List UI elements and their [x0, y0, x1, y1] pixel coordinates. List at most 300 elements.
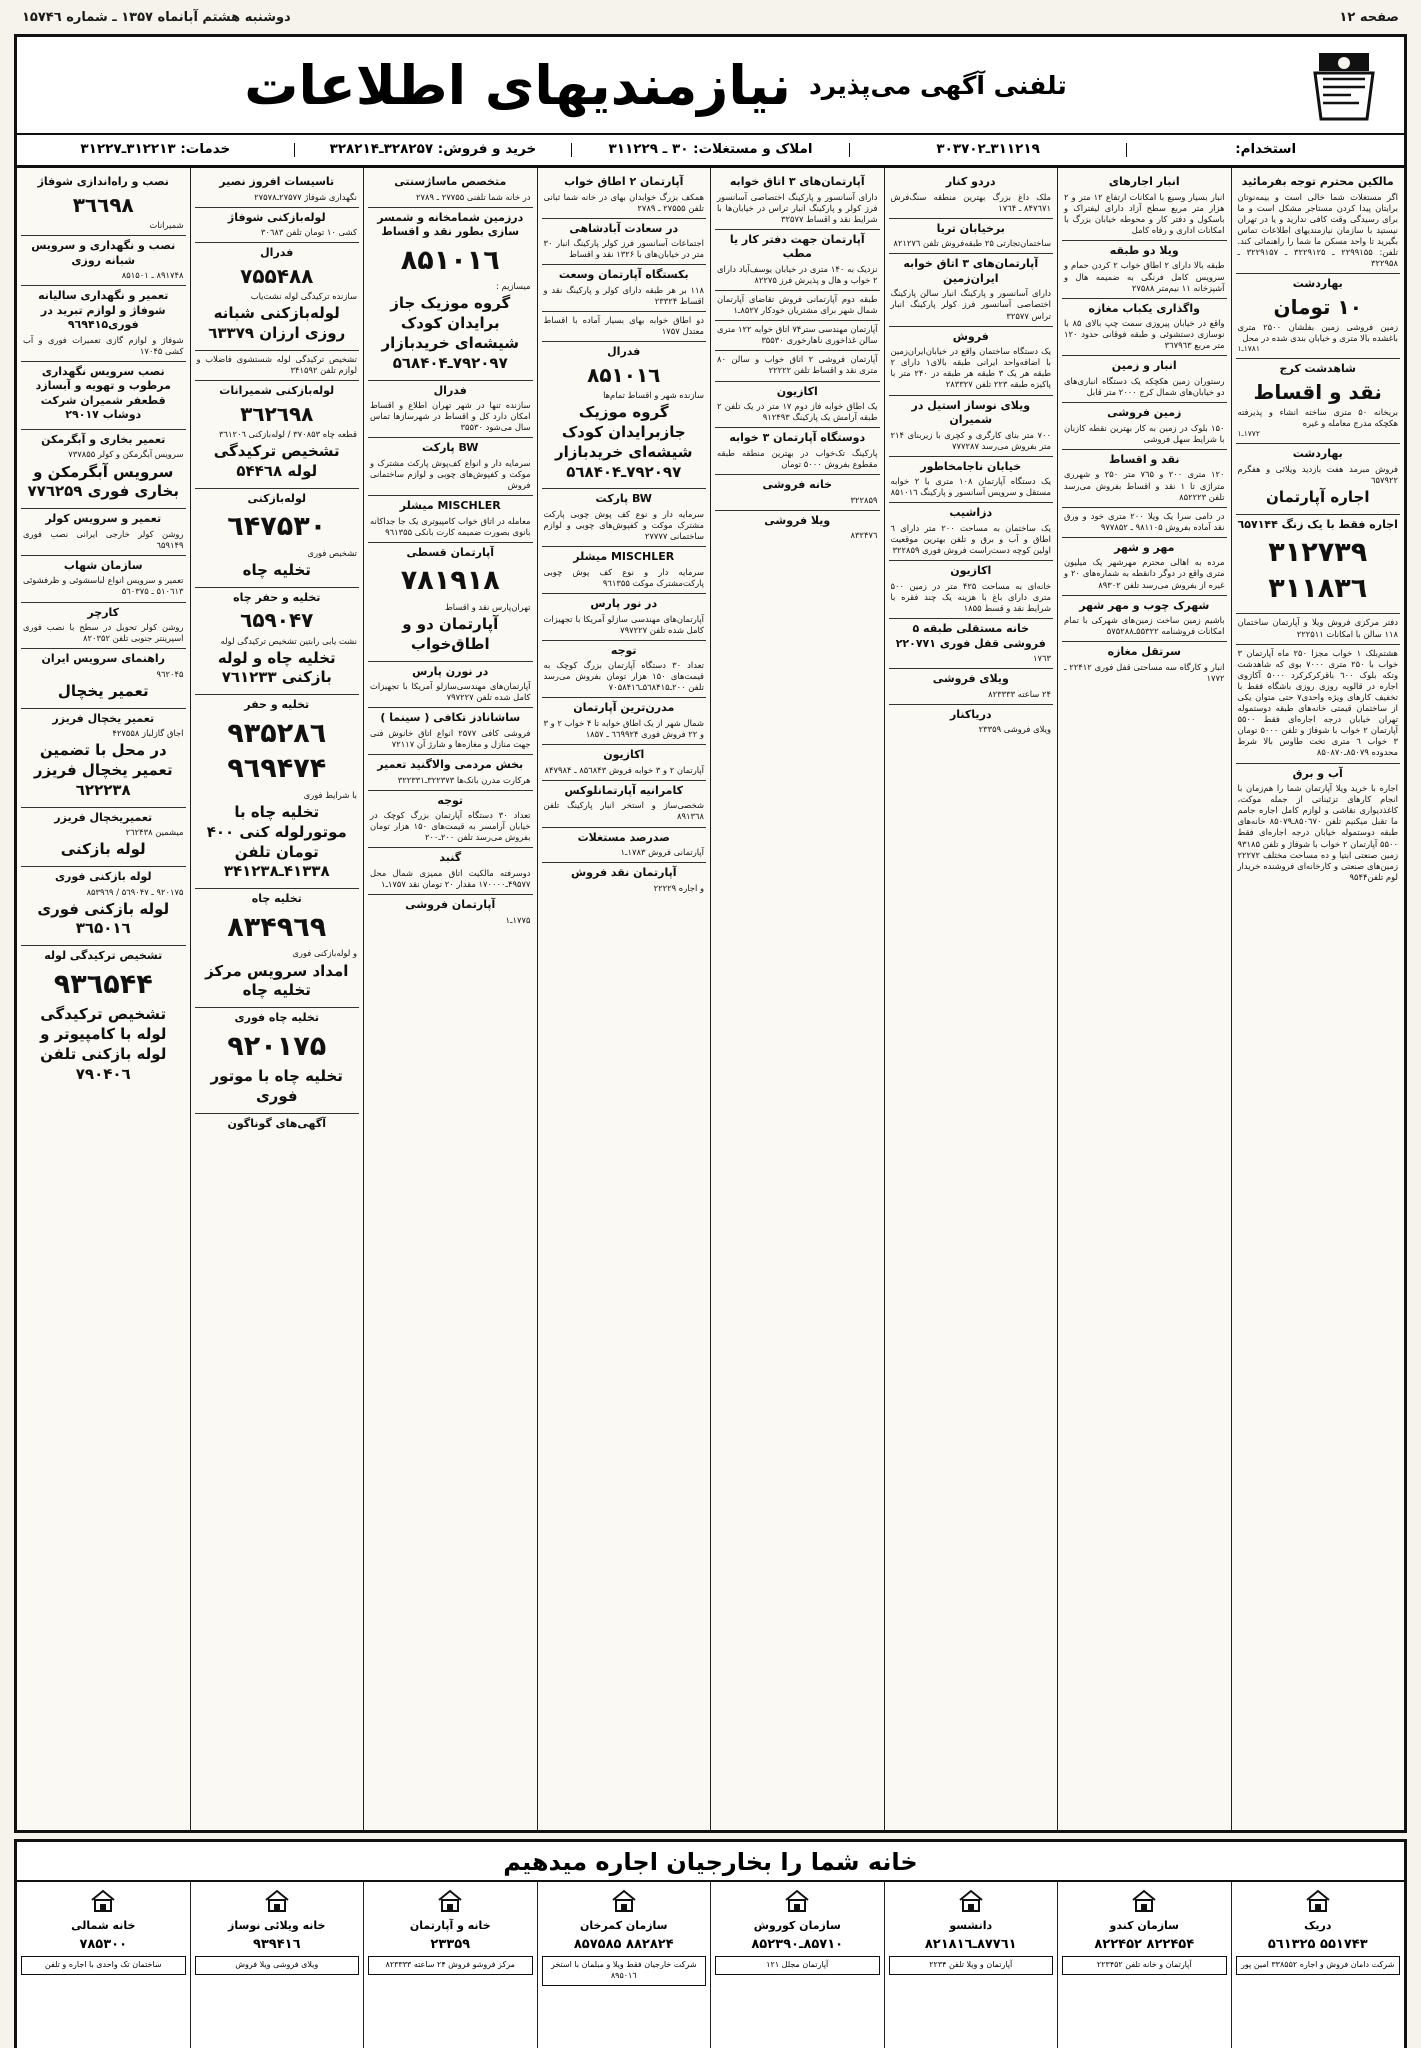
ad-phone[interactable]: نقد و اقساط: [1253, 379, 1382, 404]
ad-body: هشتم‌بلک ۱ خواب مجزا ۲۵۰ ماه آپارتمان ۳ خواب با ۲۵۰ متری ۷۰۰۰ بوی که شاهدشت وتکه بلوک ٦۰۰ باقرکرکرکرد ۵۰۰۰ آکازوی اجاره در قالویه روزی روزی باشگاه فقط با تخفیف کارهای ویژه واحدی۷ حتی متوان یکی از ساختمان قیمتی خانه‌های طبقه دوستموله تهران خیابان درجه اجاره‌ای فقط ۵۵۰۰ آپارتمان ۲ خواب با شوفاژ و تلفن ۵۰۰۰ تومان ۳ خواب ٦ متری تخت طاوس بالا شرط محدوده ۸۵۰۷۹ـ۸۵۰۸۷۰: [1237, 647, 1398, 758]
ad-body: با شرایط فوری: [303, 789, 357, 800]
ad-headline: فدرال: [260, 246, 294, 260]
ad-subtext: تعمیر یخچال: [57, 681, 149, 700]
ad-phone[interactable]: ۳٦۲٦۹۸: [240, 401, 314, 426]
ad-headline: لوله‌بازکنی: [247, 491, 306, 505]
classified-column: [1231, 168, 1405, 1830]
classified-ad[interactable]: [21, 286, 186, 362]
classified-ad[interactable]: [542, 265, 707, 312]
ad-headline: زمین فروشی: [1107, 406, 1182, 420]
ad-body: نشت یابی رابتین تشخیص ترکیدگی لوله: [220, 635, 357, 646]
agency-phone[interactable]: ۲۳۳۵۹: [430, 1936, 471, 1952]
classified-ad[interactable]: [195, 1114, 360, 1138]
phone-cell[interactable]: خرید و فروش: ۳۲۸۲۵۷ـ۳۲۸۲۱۴: [294, 143, 572, 157]
ad-headline: تخلیه چاه: [251, 892, 302, 906]
agency-phone[interactable]: ۷۸۵۳۰۰: [79, 1936, 128, 1952]
ad-headline: کارچر: [87, 605, 120, 619]
classified-ad[interactable]: [1236, 359, 1401, 444]
classified-ad[interactable]: [1062, 642, 1227, 688]
ad-headline: اکازیون: [950, 564, 992, 578]
ad-phone[interactable]: ٦۵۹۰۴۷: [240, 608, 314, 633]
agency-name: خانه و آپارتمان: [409, 1919, 491, 1932]
ad-phone[interactable]: ۷۵۵۴۸۸: [240, 263, 314, 288]
classified-ad[interactable]: [21, 709, 186, 808]
ad-headline: گنبد: [439, 851, 462, 865]
ad-body: قطعه چاه ۳۷۰۸۵۳ / لوله‌بازکنی ۳٦۱۲۰٦: [218, 428, 357, 439]
classified-ad[interactable]: [542, 342, 707, 489]
ad-subtext: گروه موزیک جازبرایدان کودک شیشه‌ای خریدبازار ۷۹۲۰۹۷ـ۵٦۸۴۰۴: [555, 403, 693, 481]
ad-headline: ویلا دو طبقه: [1109, 243, 1179, 257]
ad-body: و لوله‌بازکنی فوری: [292, 948, 357, 959]
ad-body: ۸۳۲۴۷٦: [850, 530, 878, 541]
ad-body: دفتر مرکزی فروش ویلا و آپارتمان ساختمان ۱۱۸ سالن با امکانات ۲۲۲۵۱۱: [1237, 617, 1398, 639]
ad-body: اگر مستغلات شما خالی است و بیمه‌نوتان برایتان پیدا کردن مستاجر مشکل است و ما برای رسیدگی وقت کافی ندارید و یا در تهران نیستید با سازمان نیازمندیهای اطلاعات تماس بگیرید تا واحد مسکن ما شما را راهنمائی کند. تلفن: ۲۲۹۹۱۵۵ ـ ۳۲۲۹۱۲۵ ـ ۳۲۲۹۱۵۷ ـ ۳۲۲۹۵۸: [1237, 191, 1399, 269]
ad-body: انبار بسیار وسیع با امکانات ارتفاع ۱۲ متر و ۲ هزار متر مربع سطح آزاد دارای لیفتراک و باسکول و دفتر کار و محوطه خیابان بزرگ با امکانات اداری و رفاه کامل: [1064, 191, 1225, 235]
ad-body: سازنده تنها در شهر تهران اطلاع و اقساط امکان دارد کل و اقساط در شهرسازها تماس سال می‌شود ۳۵۵۳۰: [370, 400, 531, 433]
door-icon: [435, 1887, 465, 1917]
classified-ad[interactable]: [715, 230, 880, 291]
ad-body: رستوران زمین هکچکه یک دستگاه انباری‌های دو خیابان‌های شمال کرج ۲۰۰۰ متر قابل: [1064, 376, 1225, 398]
ad-headline: دریاکنار: [949, 707, 992, 721]
ad-body: ۱۱۸ بر هر طبقه دارای کولر و پارکینگ نقد و اقساط ۲۳۳۲۴: [543, 284, 704, 307]
ad-body: روشن کولر خارجی ایرانی نصب فوری ٦۵۹۱۴۹: [23, 528, 184, 550]
classified-ad[interactable]: [715, 475, 880, 511]
ad-body: واقع در خیابان پیروزی سمت چپ بالای ۸۵ با نوسازی دستشوئی و طبقه فوقانی حدود ۱۲۰ متر مربع ۳٦۷۹٦۳: [1064, 318, 1225, 351]
ad-subtext: امداد سرویس مرکز تخلیه چاه: [205, 961, 349, 1000]
ad-headline: ویلا فروشی: [764, 513, 831, 527]
classified-ad[interactable]: [1236, 764, 1401, 887]
agency-note: مرکز فروشو فروش ۲۴ ساعته ۸۲۳۳۳۳: [368, 1956, 533, 1975]
classified-ad[interactable]: [195, 351, 360, 381]
classified-ad[interactable]: [889, 503, 1054, 561]
ad-headline: درزمین شمامخانه و شمسر سازی بطور نقد و اقساط: [377, 210, 524, 239]
classified-column: [1057, 168, 1231, 1830]
ad-headline: مدرن‌ترین آپارتمان: [573, 701, 675, 715]
ad-headline: فدرال: [433, 383, 467, 397]
classified-ad[interactable]: [21, 430, 186, 509]
key-icon: [782, 1887, 812, 1917]
ad-headline: تاسیسات افروز نصیر: [219, 175, 335, 188]
ad-headline: در نور پارس: [590, 596, 658, 610]
ad-subtext: لوله‌بازکنی شبانه روزی ارزان ٦۳۳۷۹: [208, 304, 346, 343]
ad-body: زمین فروشی زمین بفلشان ۲۵۰۰ متری باغشده بالا متری و خیابان بندی شده در محل: [1237, 322, 1398, 344]
classified-ad[interactable]: [1062, 508, 1227, 538]
classified-column: [17, 168, 190, 1830]
ad-body: تهران‌پارس نقد و اقساط: [444, 601, 531, 612]
agency-phone[interactable]: ۸۵۷۱۰ـ۸۵۲۳۹۰: [751, 1936, 844, 1952]
classified-ad[interactable]: [368, 172, 533, 208]
classified-ad[interactable]: [195, 381, 360, 489]
ad-headline: متخصص ماساژسنتی: [394, 175, 507, 188]
ad-headline: دوستگاه آپارتمان ۳ خوابه: [729, 431, 866, 445]
classified-ad[interactable]: [1062, 596, 1227, 643]
classified-ad[interactable]: [889, 172, 1054, 219]
ad-headline: لوله‌بازکنی شمیرانات: [219, 384, 335, 397]
issue-dateline: دوشنبه هشتم آبانماه ۱۳۵۷ ـ شماره ۱۵۷۴٦: [22, 9, 291, 25]
ad-body: دوسرفته مالکیت اتاق ممیزی شمال محل ۴۹۵۷۷ـ۱۷۰۰۰۰ مقدار ۲۰ تومان نقد ۱۷۵۷ـ۱: [370, 868, 531, 890]
masthead-title-group: [17, 54, 1284, 117]
ad-phone-large[interactable]: ۹۲۰۱۷۵: [227, 1030, 327, 1062]
phone-cell[interactable]: املاک و مستغلات: ۳۰ ـ ۳۱۱۲۲۹: [571, 143, 849, 157]
ad-subtext: گروه موزیک جاز برایدان کودک شیشه‌ای خریدبازار ۷۹۲۰۹۷ـ۵٦۸۴۰۴: [381, 294, 519, 372]
ad-headline: راهنمای سرویس ایران: [41, 652, 166, 666]
classified-column: [537, 168, 711, 1830]
classified-column: [710, 168, 884, 1830]
classified-ad[interactable]: [542, 547, 707, 594]
classified-column: [363, 168, 537, 1830]
ad-phone-large[interactable]: ۳۱۲۷۳۹ ۳۱۱۸۳٦: [1268, 537, 1368, 604]
classified-ad[interactable]: [715, 172, 880, 230]
ad-body: خانه‌ای به مساحت ۴۲۵ متر در زمین ۵۰۰ متری دارای باغ با هزینه یک چند فقره با شرایط نقد و قسط ۱۸۵۵: [890, 580, 1051, 613]
classified-ad[interactable]: [368, 208, 533, 381]
classified-ad[interactable]: [889, 705, 1054, 740]
classified-ad[interactable]: [368, 791, 533, 849]
ad-body: ۱۲۰ متری ۲۰۰ و ۷٦۵ متر ۲۵۰ و شهرری متراژی تا ۱ نقد و اقساط بفروش می‌رسد تلفن ۸۵۲۲۲۳: [1064, 469, 1225, 502]
page-topbar: [0, 0, 1421, 34]
building-icon: [1129, 1887, 1159, 1917]
page-number: صفحه ۱۲: [1339, 9, 1399, 25]
ad-subtext: لوله بازکنی: [60, 840, 146, 859]
ad-reference: ۱۷۷۲ـ۱: [1237, 429, 1260, 439]
classified-ad[interactable]: [1062, 172, 1227, 241]
masthead-title: نیازمندیهای اطلاعات: [244, 53, 791, 117]
agency-phone[interactable]: ۹۳۹۴۱٦: [252, 1936, 301, 1952]
ad-headline: نصب و راه‌اندازی شوفاژ: [37, 175, 169, 188]
classified-column: [884, 168, 1058, 1830]
bottom-banner: [14, 1839, 1407, 2048]
villa-icon: [262, 1887, 292, 1917]
agency-name: دریک: [1304, 1919, 1332, 1932]
phone-cell[interactable]: ۳۱۱۲۱۹ـ۳۰۳۷۰۲: [849, 143, 1127, 157]
ad-body: سرمایه دار و انواع کف‌پوش پارکت مشترک و موکت و کفپوش‌های چوبی و لوازم ساختمانی فروش: [370, 457, 531, 491]
ad-body: طبقه دوم آپارتمانی فروش تقاضای آپارتمان شمال شهر برای مشتریان خودکار ۸۵۲۷ـ۱: [717, 294, 878, 316]
classified-ad[interactable]: [542, 781, 707, 828]
ad-body: تعمیر و سرویس انواع لباسشوئی و ظرفشوئی ۵۱۰٦۱۳ ـ ۵٦۰۳۷۵: [23, 575, 184, 597]
classified-ad[interactable]: [21, 362, 186, 430]
classified-ad[interactable]: [542, 594, 707, 641]
masthead: [14, 34, 1407, 133]
classified-ad[interactable]: [1062, 538, 1227, 596]
classified-ad[interactable]: [1062, 450, 1227, 508]
ad-subtext: در محل با تضمین تعمیر یخچال فریزر ٦۲۲۲۳۸: [33, 741, 173, 799]
agency-phone[interactable]: ۸۲۲۴۵۴ ۸۲۲۴۵۲: [1094, 1936, 1195, 1952]
ad-headline: مهر و شهر: [1114, 540, 1175, 554]
classified-ad[interactable]: [21, 603, 186, 650]
classified-ad[interactable]: [368, 496, 533, 543]
ad-phone-large[interactable]: ۹۳۵۲۸٦ ۹٦۹۴۷۴: [227, 717, 327, 785]
ad-headline: توجه: [437, 793, 464, 807]
ad-headline: تعمیر بخاری و آبگرمکن: [41, 432, 166, 446]
ad-body: و اجاره ۲۲۲۲۹: [653, 882, 704, 893]
classified-ad[interactable]: [542, 312, 707, 342]
agency-card[interactable]: [1231, 1882, 1405, 2048]
classified-ad[interactable]: [715, 351, 880, 381]
ad-headline: آب و برق: [1292, 766, 1343, 780]
ad-headline: نقد و اقساط: [1108, 452, 1180, 466]
ad-body: ملک داغ بزرگ بهترین منطقه سنگ‌فرش ۸۴۷٦۷۱ ـ ۱۷٦۴: [890, 191, 1051, 213]
classified-ad[interactable]: [715, 382, 880, 429]
classified-column: [190, 168, 364, 1830]
ad-body: سرمایه دار و نوع کف پوش چوبی پارکت مشترک موکت و کفپوش‌های چوبی و لوازم ساختمانی ۲۷۷۷۷: [543, 509, 704, 542]
ad-body: روشن کولر تحویل در سطح با نصب فوری اسپرینتر جنوبی تلفن ۸۲۰۳۵۲: [23, 622, 184, 644]
ad-body: هرکارت مدرن بانک‌ها ۳۲۲۳۷۳ـ۳۲۲۳۳۱: [397, 774, 531, 785]
classified-ad[interactable]: [1062, 356, 1227, 403]
ad-headline: مالکین محترم توجه بفرمائید: [1241, 175, 1394, 188]
phone-cell[interactable]: استخدام:: [1126, 143, 1404, 157]
classified-ad[interactable]: [21, 556, 186, 603]
classified-ad[interactable]: [368, 662, 533, 709]
banner-agencies: [17, 1882, 1404, 2048]
ad-subtext: تخلیه چاه: [242, 560, 311, 579]
classified-ad[interactable]: [542, 698, 707, 745]
ad-headline: تعمیر و نگهداری سالیانه شوفاژ و لوازم تبرید در فوری‌۹٦۹۴۱۵: [38, 289, 169, 332]
classified-ad[interactable]: [715, 321, 880, 351]
ad-body: در دامی سرا یک ویلا ۲۰۰ متری خود و ورق نقد آماده بفروش ۹۸۱۱۰۵ ـ ۹۷۷۸۵۲: [1064, 510, 1225, 532]
ad-phone[interactable]: ۳٦٦۹۸: [72, 192, 134, 217]
classified-ad[interactable]: [195, 889, 360, 1008]
ad-headline: سرتقل مغازه: [1107, 645, 1181, 659]
ad-body: آپارتمان مهندسی ستر۷۴ اتاق خوابه ۱۲۲ متری سالن غذاخوری ناهارخوری ۳۵۵۳۰: [717, 324, 878, 346]
agency-phone[interactable]: ۸۷۷٦۱ـ۸۲۱۸۱٦: [924, 1936, 1017, 1952]
agency-phone[interactable]: ۵۵۱۷۴۳ ۵٦۱۳۲۵: [1267, 1936, 1368, 1952]
ad-headline: اکازیون: [603, 748, 645, 762]
ad-headline: تشخیص ترکیدگی لوله: [44, 949, 163, 963]
ad-headline: فدرال: [607, 345, 641, 359]
classified-ad[interactable]: [21, 946, 186, 1090]
agency-name: خانه شمالی: [71, 1919, 136, 1932]
classified-ad[interactable]: [368, 543, 533, 662]
ad-body: یک اطاق خوابه فاز دوم ۱۷ متر در یک تلفن ۲ طبقه آرامش یک پارکینگ ۹۱۲۴۹۳: [717, 401, 878, 423]
ad-body: دو اطاق خوابه بهای بسیار آماده با اقساط معتدل ۱۷۵۷: [543, 315, 704, 337]
ad-body: یک دستگاه ساختمان واقع در خیابان‌ایران‌زمین با اضافه‌واحد ایرانی طبقه بالای۱ دارای ۲ طبقه هر یک ۳ طبقه هر طبقه در ۲۴۰ متر با پاکیزه طبقه ۲۲۳ تلفن ۲۸۳۳۲۷: [890, 346, 1051, 390]
house-icon: [956, 1887, 986, 1917]
ad-body: اجاره با خرید ویلا آپارتمان شما را هم‌زمان با انجام کارهای تزئیناتی از جمله موکت، کاغذدیواری نقاشی و لوازم کامل اجاره جامم ما تقبل میکنیم تلفن ۸۵۰٦۷۰ـ۸۵۰۷۹ خانه‌های طبقه دوستموله خیابان درجه اجاره‌ای فقط ۵۵۰۰ آپارتمان ۲ خواب با شوفاژ و تلفن ۹۳۱۸۵ زمین صنعتی ابتیا و ده مساحت مختلف ۲۲۲۷۲ زمین‌های صنعتی و کارخانه‌ای فروشنده خریدار لوم تلفن۹۵۴۴: [1237, 783, 1399, 882]
ad-body: انبار و کارگاه سه مساحتی قفل فوری ۲۲۴۱۲ ـ ۱۷۷۲: [1064, 661, 1225, 683]
ad-body: سازنده شهر و اقساط تمام‌ها: [603, 390, 704, 401]
ad-body: بریخانه ۵۰ متری ساخته انشاء و پذیرفته هکچکه مدرج معامله و غیره: [1237, 407, 1398, 429]
classified-ad[interactable]: [1236, 515, 1401, 615]
ad-headline: انبار اجارهای: [1108, 175, 1180, 188]
agency-name: سازمان کوروش: [753, 1919, 841, 1932]
classified-ad[interactable]: [195, 1008, 360, 1114]
ad-subtext: تخلیه چاه و لوله بازکنی ۷٦۱۲۳۳: [217, 648, 336, 687]
classified-ad[interactable]: [1236, 274, 1401, 359]
ad-body: یک ساختمان به مساحت ۲۰۰ متر دارای ٦ اطاق و آب و برق و تلفن بهترین موقعیت اولین کوچه دست‌راست فروش فوری ۳۲۲۸۵۹: [890, 522, 1051, 556]
agency-note: آپارتمان و خانه تلفن ۲۲۳۴۵۲: [1062, 1956, 1227, 1975]
ad-subtext: لوله بازکنی فوری ۳٦۵۰۱٦: [37, 899, 170, 938]
ad-body: تعداد ۳۰ دستگاه آپارتمان بزرگ کوچک در خیابان آرامسر به قیمت‌های ۱۵۰ هزار تومان بفروش می‌رسد تلفن ۲۰۰ـ۲۰۰: [370, 810, 531, 843]
ad-subtext: تخلیه چاه با موتورلوله کنی ۴۰۰ تومان تلفن ۴۱۳۳۸ـ۳۴۱۲۳۸: [206, 803, 347, 881]
classified-ad[interactable]: [715, 291, 880, 321]
ad-body: دارای آسانسور و پارکینگ انبار سالن پارکینگ اختصاصی آسانسور فرز کولر پارکینگ انبار تراس ۳۲۵۷۷: [890, 288, 1051, 321]
ad-headline: دزاشیب: [949, 506, 993, 520]
classified-ad[interactable]: [1062, 403, 1227, 450]
agency-card[interactable]: [537, 1882, 711, 2048]
ad-headline: تعمیر و سرویس کولر: [45, 512, 162, 526]
ad-body: شمال شهر از یک اطاق خوابه تا ۴ خواب ۲ و ۳ و ۲۲ فروش فوری ٦٦۹۹۲۴ ـ ۱۸۵۷: [543, 718, 704, 740]
classified-ad[interactable]: [1062, 241, 1227, 299]
ad-headline: بخش مردمی والاگنید تعمیر: [377, 758, 524, 772]
classified-ad[interactable]: [195, 243, 360, 351]
agency-note: شرکت دامان فروش و اجاره ۳۳۸۵۵۲ امین پور: [1236, 1956, 1401, 1975]
agency-name: دانشسو: [949, 1919, 993, 1932]
ad-body: آپارتمانی فروش ۱۷۸۳ـ۱: [620, 847, 704, 858]
ad-phone-large[interactable]: ۸۳۴۹٦۹: [227, 911, 327, 943]
classified-ad[interactable]: [1236, 614, 1401, 644]
agency-name: سازمان کمرخان: [579, 1919, 668, 1932]
ad-body: یک دستگاه آپارتمان ۱۰۸ متری با ۲ خوابه مستقل و سرویس آسانسور و پارکینگ ۸۵۱۰۱٦: [890, 476, 1051, 498]
ad-headline: BW پارکت: [595, 492, 652, 506]
ad-headline: آپارتمان جهت دفتر کار یا مطب: [729, 232, 865, 261]
ad-body: میسازیم :: [496, 281, 531, 292]
classified-ad[interactable]: [889, 619, 1054, 669]
classified-ad[interactable]: [21, 808, 186, 867]
classified-ad[interactable]: [195, 489, 360, 588]
ad-headline: آپارتمان نقد فروش: [570, 866, 677, 880]
classified-ad[interactable]: [195, 208, 360, 244]
ad-body: اجاق گازلباز ۴۲۷۵۵۸: [112, 728, 184, 739]
classified-ad[interactable]: [889, 457, 1054, 504]
ad-body: ۲۴ ساعته ۸۲۳۳۳۳: [988, 688, 1051, 699]
ad-headline: خیابان ناجامخاطور: [920, 459, 1022, 473]
agency-card[interactable]: [17, 1882, 190, 2048]
ad-body: فروش مبرمد هفت بازدید ویلائی و هفگرم ٦۵۷۹۲۲: [1237, 463, 1398, 485]
ad-body: دارای آسانسور و پارکینگ اختصاصی آسانسور فرز کولر و پارکینگ انبار تراس در خیابان‌ها با شرایط نقد و اقساط ۳۲۵۷۷: [717, 191, 878, 224]
agency-card[interactable]: [363, 1882, 537, 2048]
ad-body: شوفاژ و لوازم گازی تعمیرات فوری و آب کشی ۱۷۰۴۵: [23, 334, 184, 356]
ad-phone-large[interactable]: ۷۸۱۹۱۸: [400, 565, 500, 597]
classified-ad[interactable]: [542, 489, 707, 547]
ad-body: ۱۵۰ بلوک در زمین به کار بهترین نقطه کازبان با شرایط سهل فروشی: [1064, 422, 1225, 444]
ad-reference: ۱۷۸۱ـ۱: [1237, 344, 1260, 354]
ad-phone-large[interactable]: ٦۴۷۵۳۰: [227, 511, 327, 543]
ad-headline: تخلیه و حفر چاه: [233, 590, 321, 604]
ad-subtext: آپارتمان دو و اطاق‌خواب: [402, 615, 499, 653]
ad-body: فروشی کافی ۲۵۷۷ انواع اتاق خانوش فنی جهت منازل و مغازه‌ها و شارژ آن ۷۲۱۱۷: [370, 727, 531, 749]
classified-ad[interactable]: [889, 669, 1054, 705]
ad-headline: MISCHLER میشلر: [399, 499, 501, 513]
agency-note: شرکت خارجیان فقط ویلا و مبلمان با استخر ۸۹۵۰۱٦: [542, 1956, 707, 1986]
classified-columns: [14, 168, 1407, 1833]
ad-body: آپارتمان‌های مهندسی‌سازلو آمریکا با تجهیزات کامل شده تلفن ۷۹۷۲۲۷: [370, 681, 531, 703]
ad-body: ۱۷٦۳: [1033, 653, 1051, 664]
ad-headline: بکستگاه آپارتمان وسعت: [558, 268, 689, 282]
classified-ad[interactable]: [21, 236, 186, 286]
department-phone-bar: [14, 133, 1407, 168]
ad-body: ۷۰۰ متر بنای کارگری و کچری با زیربنای ۲۱۴ متر بفروش می‌رسد ۷۷۷۲۸۷: [890, 429, 1051, 451]
ad-body: آپارتمان‌های مهندسی سازلو آمریکا با تجهیزات کامل شده تلفن ۷۹۷۲۲۷: [543, 613, 704, 635]
ad-phone-large[interactable]: ۹۳٦۵۴۴: [53, 968, 153, 1000]
classified-ad[interactable]: [1062, 299, 1227, 357]
ad-headline: لوله بازکنی فوری: [54, 870, 152, 884]
classified-ad[interactable]: [368, 755, 533, 791]
ad-body: میشمین ۲٦۲۴۳۸: [125, 827, 184, 838]
classified-ad[interactable]: [368, 708, 533, 755]
ad-subtext: تخلیه چاه با موتور فوری: [210, 1067, 343, 1106]
agency-note: آپارتمان و ویلا تلفن ۲۲۳۴: [889, 1956, 1054, 1975]
classified-ad[interactable]: [1236, 172, 1401, 274]
ad-body: شخصی‌ساز و استخر انبار پارکینگ تلفن ۸۹۱۳٦۸: [543, 800, 704, 822]
ad-body: ۹٦۲۰۴۵: [156, 668, 184, 679]
ad-headline: ساشانادز تکافی ( سینما ): [380, 711, 521, 725]
classified-ad[interactable]: [542, 219, 707, 266]
office-icon: [609, 1887, 639, 1917]
ad-body: سازنده ترکیدگی لوله نشت‌یاب: [250, 291, 357, 302]
ad-headline: آپارتمان‌های ۳ اتاق خوابه: [729, 175, 865, 188]
classified-ad[interactable]: [195, 172, 360, 208]
classified-ad[interactable]: [889, 561, 1054, 619]
phone-cell[interactable]: خدمات: ۳۱۲۲۱۳ـ۳۱۲۲۷: [80, 143, 231, 157]
classified-ad[interactable]: [715, 428, 880, 475]
classified-ad[interactable]: [21, 867, 186, 946]
ad-body: سرمایه دار و نوع کف پوش چوبی پارکت‌مشترک موکت ۹٦۱۳۵۵: [543, 566, 704, 588]
classified-ad[interactable]: [889, 254, 1054, 326]
ad-headline: تعمیریخچال فریزر: [54, 810, 153, 824]
classified-ad[interactable]: [889, 327, 1054, 396]
ad-subtext: تشخیص ترکیدگی لوله ۵۴۴٦۸: [213, 442, 340, 480]
classified-ad[interactable]: [21, 649, 186, 708]
classified-ad[interactable]: [368, 438, 533, 496]
classified-ad[interactable]: [542, 172, 707, 219]
classified-ad[interactable]: [195, 695, 360, 889]
ad-body: آپارتمان فروشی ۲ اتاق خواب و سالن ۸۰ متری نقد و اقساط تلفن ۲۲۲۲۲: [717, 354, 878, 376]
classified-ad[interactable]: [889, 396, 1054, 457]
ad-body: ۱۷۷۵ـ۱: [505, 914, 531, 925]
classified-ad[interactable]: [21, 509, 186, 556]
agency-card[interactable]: [1057, 1882, 1231, 2048]
ad-phone[interactable]: ۸۵۱۰۱٦: [587, 362, 661, 387]
ad-headline: دردو کنار: [945, 175, 996, 188]
ad-body: همکف بزرگ خوابدان بهای در خانه شما ثبانی تلفن ۲۷۵۵۵ ـ ۲۷۸۹: [543, 191, 704, 213]
ad-subtext: تشخیص ترکیدگی لوله با کامپیوتر و لوله بازکنی تلفن ۷۹۰۴۰٦: [40, 1005, 167, 1083]
ad-body: ۳۲۲۸۵۹: [850, 494, 878, 505]
classified-ad[interactable]: [21, 172, 186, 236]
ad-headline: تعمیر یخچال فریزر: [52, 711, 155, 725]
classified-ad[interactable]: [542, 641, 707, 699]
agency-card[interactable]: [884, 1882, 1058, 2048]
classified-ad[interactable]: [542, 828, 707, 864]
agency-card[interactable]: [190, 1882, 364, 2048]
ad-headline: صدرصد مستغلات: [577, 830, 670, 844]
classified-ad[interactable]: [542, 745, 707, 781]
classified-ad[interactable]: [195, 588, 360, 696]
ad-headline: در سعادت آبادشاهی: [569, 221, 679, 235]
ad-headline: بهاردشت: [1292, 447, 1343, 461]
classified-ad[interactable]: [715, 511, 880, 546]
classified-ad[interactable]: [542, 863, 707, 898]
ad-headline: شهرک چوب و مهر شهر: [1079, 598, 1210, 612]
ad-body: تشخیص ترکیدگی لوله شستشوی فاضلاب و لوازم تلفن ۳۴۱۵۹۲: [196, 353, 357, 375]
ad-headline: سازمان شهاب: [63, 558, 143, 572]
classified-ad[interactable]: [368, 895, 533, 930]
classified-ad[interactable]: [1236, 444, 1401, 515]
ad-body: اجتماعات آسانسور فرز کولر پارکینگ انبار ۳۰ متر در خیابان‌های با ۱۳۲۶ نقد و اقساط: [543, 238, 704, 260]
ad-body: طبقه بالا دارای ۲ اطاق خواب ۲ کردن حمام و سرویس کامل فرنگی به ضمیمه هال و آشپزخانه ۱۱ نیم‌متر ۲۷۵۸۸: [1064, 260, 1225, 293]
classified-ad[interactable]: [889, 219, 1054, 255]
ad-body: کشی ۱۰ تومان تلفن ۳۰٦۸۳: [260, 227, 357, 238]
agency-card[interactable]: [710, 1882, 884, 2048]
classified-ad[interactable]: [1236, 645, 1401, 764]
ad-body: شمیرانات: [149, 219, 184, 230]
agency-phone[interactable]: ۸۸۲۸۲۴ ۸۵۷۵۸۵: [573, 1936, 674, 1952]
classified-ad[interactable]: [368, 848, 533, 895]
ad-phone[interactable]: ۱۰ تومان: [1273, 294, 1362, 319]
classified-ad[interactable]: [368, 381, 533, 439]
ad-headline: لوله‌بازکنی شوفاژ: [227, 210, 326, 224]
ad-phone-large[interactable]: ۸۵۱۰۱٦: [400, 244, 500, 276]
ad-headline: ویلای نوساز استیل در شمیران: [911, 398, 1031, 427]
ad-body: معامله در اتاق خواب کامپیوتری یک جا جداکانه بانوی بصورت ضمیمه کارت بانکی ۹٦۱۳۵۵: [370, 515, 531, 537]
